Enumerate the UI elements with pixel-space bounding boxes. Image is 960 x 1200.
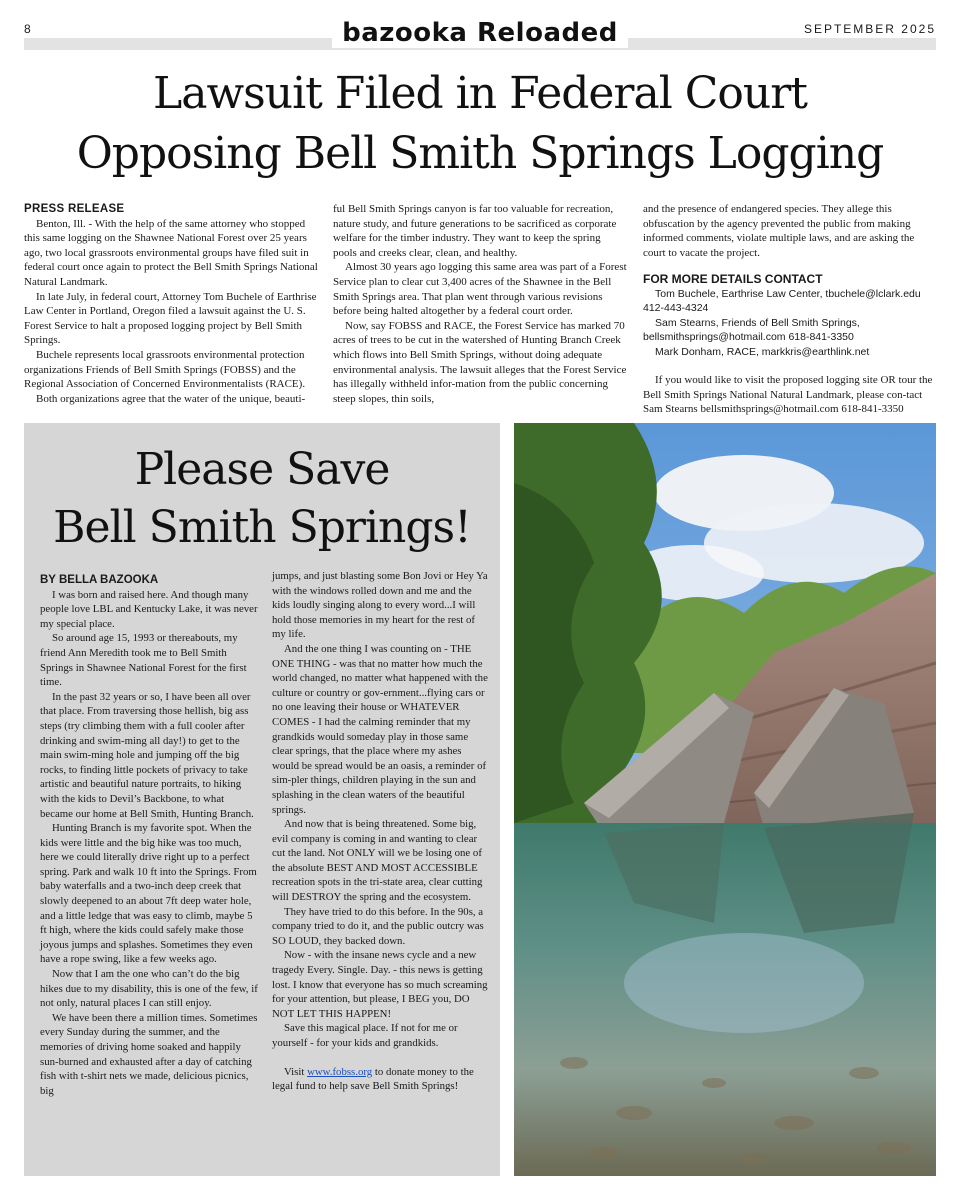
article-column-3 [643, 202, 937, 417]
panel-paragraph: Now that I am the one who can’t do the big hikes due to my disability, this is one of the few, if not only, natural places I can still enjoy. [40, 968, 258, 1010]
headline-line-2: Opposing Bell Smith Springs Logging [76, 128, 884, 179]
panel-paragraph: So around age 15, 1993 or thereabouts, my friend Ann Meredith took me to Bell Smith Springs in Shawnee National Forest for the first time. [40, 632, 247, 689]
panel-paragraph: And the one thing I was counting on - THE ONE THING - was that no matter how much the world changed, no matter what happened with the culture or country or gov-ernment...flying cars or no one leaving their house or WHATEVER COMES - I had the calming reminder that my grandkids would someday play in those same clear springs, that the place where my ashes would be spread would be an oasis, a reminder of sim-pler things, children playing in the sun and splashing in the clean waters of the beautiful springs. [272, 642, 488, 816]
article-paragraph: Buchele represents local grassroots environmental protection organizations Friends of Bell Smith Springs (FOBSS) and the Regional Association of Concerned Environmentalists (RACE). [24, 348, 306, 391]
article-column-2 [333, 202, 627, 406]
article-paragraph: Both organizations agree that the water of the unique, beauti- [36, 392, 306, 405]
press-release-kicker: PRESS RELEASE [24, 203, 125, 215]
panel-paragraph: And now that is being threatened. Some big, evil company is coming in and wanting to clear cut the land. Not ONLY will we be losing one of the absolute BEST AND MOST ACCESSIBLE recreation spots in the tri-state area, clear cutting will DESTROY the spring and the ecosystem. [272, 818, 483, 904]
masthead-text: bazooka Reloaded [332, 18, 628, 48]
contact-entry: Mark Donham, RACE, markkris@earthlink.net [655, 345, 870, 358]
springs-illustration [514, 423, 936, 1176]
article-paragraph: ful Bell Smith Springs canyon is far too valuable for recreation, nature study, and future generations to be sacrificed as corporate welfare for the timber industry. They want to keep the spring pools and creeks clear, clean, and healthy. [333, 203, 617, 259]
article-paragraph: and the presence of endangered species. They allege this obfuscation by the agency prevented the public from making informed comments, violate multiple laws, and are asking the court to vacate the project. [643, 203, 915, 259]
panel-column-2 [272, 569, 488, 1094]
panel-column-1 [40, 573, 258, 1098]
bell-smith-springs-photo [514, 423, 936, 1176]
article-paragraph: In late July, in federal court, Attorney Tom Buchele of Earthrise Law Center in Portland, Oregon filed a lawsuit against the U. S. Forest Service to halt a proposed logging project by Bell Smith Springs. [24, 290, 317, 347]
contact-entry: Tom Buchele, Earthrise Law Center, tbuchele@lclark.edu 412-443-4324 [643, 287, 921, 315]
issue-date: SEPTEMBER 2025 [803, 22, 936, 36]
panel-paragraph: Now - with the insane news cycle and a new tragedy Every. Single. Day. - this news is getting lost. I know that everyone has so much screaming for your attention, but please, I BEG you, DO NOT LET THIS HAPPEN! [272, 949, 488, 1020]
panel-paragraph: jumps, and just blasting some Bon Jovi or Hey Ya with the windows rolled down and me and the kids loudly singing along to every word...I will hold those memories in my heart for the rest of my life. [272, 570, 488, 641]
panel-paragraph: We have been there a million times. Sometimes every Sunday during the summer, and the memories of driving home soaked and happily sun-burned and exhausted after a day of catching fish with t-shirt nets we made, delicious picnics, big [40, 1011, 258, 1097]
article-paragraph: Benton, Ill. - With the help of the same attorney who stopped this same logging on the Shawnee National Forest over 25 years ago, two local grassroots environmental groups have filed suit in federal court once again to protect the Bell Smith Springs National Natural Landmark. [24, 217, 318, 288]
article-paragraph: Now, say FOBSS and RACE, the Forest Service has marked 70 acres of trees to be cut in the watershed of Hunting Branch Creek which flows into Bell Smith Springs, without doing adequate environmental analysis. The lawsuit alleges that the Forest Service has illegally withheld infor-mation from the public concerning steep slopes, thin soils, [333, 319, 627, 405]
page-number: 8 [24, 22, 32, 36]
visit-prefix: Visit [284, 1065, 308, 1078]
article-paragraph: Almost 30 years ago logging this same area was part of a Forest Service plan to clear cut 3,400 acres of the Shawnee in the Bell Smith Springs area. That plan went through various revisions before being halted altogether by a federal court order. [333, 261, 627, 318]
panel-paragraph: They have tried to do this before. In the 90s, a company tried to do it, and the public outcry was SO LOUD, they backed down. [272, 905, 484, 947]
panel-title-line-1: Please Save [134, 444, 390, 495]
panel-paragraph: Hunting Branch is my favorite spot. When the kids were little and the big hike was too much, here we could literally drive right up to a perfect spring. Park and walk 10 ft into the Springs. From baby waterfalls and a two-inch deep creek that slowly deepened to an about 7ft deep water hole, and a little ledge that was easy to climb, maybe 5 ft high, where the kids could safely make those joyous jumps and splashes. Sometimes they even have a rope swing, like a few weeks ago. [40, 822, 257, 966]
page-header [24, 20, 936, 52]
visit-suffix: to donate money to the legal fund to help save Bell Smith Springs! [272, 1065, 474, 1093]
panel-paragraph: In the past 32 years or so, I have been all over that place. From traversing those hellish, big ass steps (try climbing them with a full cooler after drinking and swim-ming all day!) to get to the main swim-ming hole and jumping off the big rocks, to finding little pockets of privacy to take artistic and beautiful nature portraits, to hiking with the kids to Devil’s Backbone, to what became our home at Bell Smith, Hunting Branch. [40, 690, 254, 820]
panel-title [24, 441, 500, 557]
panel-paragraph: I was born and raised here. And though many people love LBL and Kentucky Lake, it was never my special place. [40, 588, 258, 630]
panel-title-line-2: Bell Smith Springs! [53, 502, 471, 553]
donate-paragraph [272, 1065, 488, 1094]
masthead [24, 18, 936, 48]
contact-entry: Sam Stearns, Friends of Bell Smith Springs, bellsmithsprings@hotmail.com 618-841-3350 [643, 316, 860, 344]
closing-paragraph: If you would like to visit the proposed logging site OR tour the Bell Smith Springs National Natural Landmark, please con-tact Sam Stearns bellsmithsprings@hotmail.com 618-841-3350 [643, 374, 933, 416]
opinion-panel [24, 423, 500, 1176]
byline: BY BELLA BAZOOKA [40, 574, 159, 586]
article-column-1 [24, 202, 318, 406]
fobss-link[interactable]: www.fobss.org [307, 1065, 373, 1078]
contact-heading: FOR MORE DETAILS CONTACT [643, 272, 823, 287]
panel-paragraph: Save this magical place. If not for me or yourself - for your kids and grandkids. [272, 1022, 458, 1049]
headline-line-1: Lawsuit Filed in Federal Court [153, 68, 807, 119]
headline [24, 64, 936, 184]
